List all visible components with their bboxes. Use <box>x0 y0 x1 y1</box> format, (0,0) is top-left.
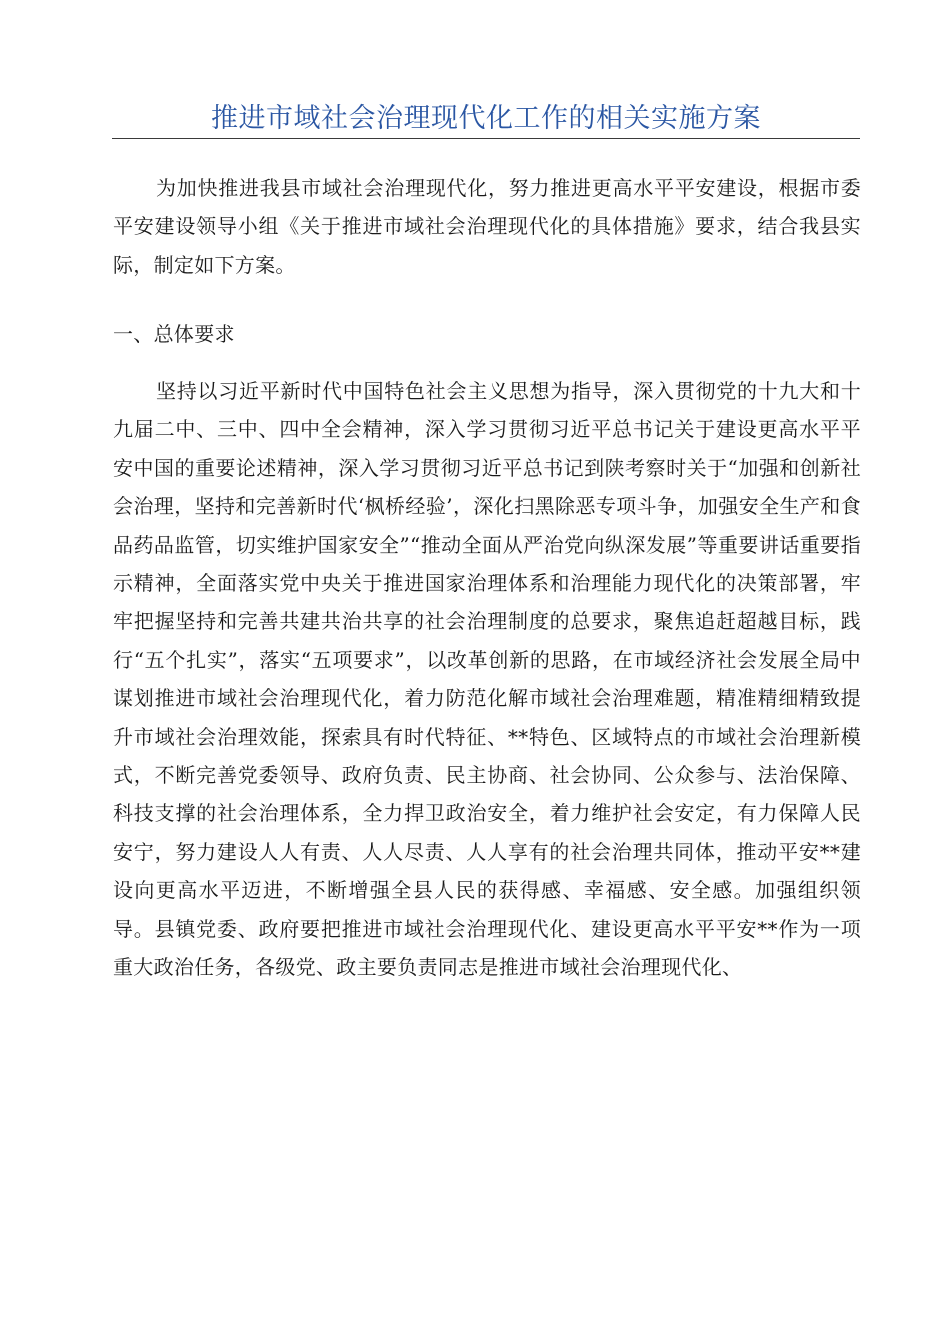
title-block <box>112 102 860 139</box>
intro-paragraph: 为加快推进我县市域社会治理现代化，努力推进更高水平平安建设，根据市委平安建设领导小组《关于推进市域社会治理现代化的具体措施》要求，结合我县实际，制定如下方案。 <box>113 176 861 277</box>
section-heading: 一、总体要求 <box>113 322 235 346</box>
section-paragraph: 坚持以习近平新时代中国特色社会主义思想为指导，深入贯彻党的十九大和十九届二中、三中、四中全会精神，深入学习贯彻习近平总书记关于建设更高水平平安中国的重要论述精神，深入学习贯彻习近平总书记到陕考察时关于“加强和创新社会治理，坚持和完善新时代‘枫桥经验’，深化扫黑除恶专项斗争，加强安全生产和食品药品监管，切实维护国家安全”“推动全面从严治党向纵深发展”等重要讲话重要指示精神，全面落实党中央关于推进国家治理体系和治理能力现代化的决策部署，牢牢把握坚持和完善共建共治共享的社会治理制度的总要求，聚焦追赶超越目标，践行“五个扎实”，落实“五项要求”，以改革创新的思路，在市域经济社会发展全局中谋划推进市域社会治理现代化，着力防范化解市域社会治理难题，精准精细精致提升市域社会治理效能，探索具有时代特征、**特色、区域特点的市域社会治理新模式，不断完善党委领导、政府负责、民主协商、社会协同、公众参与、法治保障、科技支撑的社会治理体系，全力捍卫政治安全，着力维护社会安定，有力保障人民安宁，努力建设人人有责、人人尽责、人人享有的社会治理共同体，推动平安**建设向更高水平迈进，不断增强全县人民的获得感、幸福感、安全感。加强组织领导。县镇党委、政府要把推进市域社会治理现代化、建设更高水平平安**作为一项重大政治任务，各级党、政主要负责同志是推进市域社会治理现代化、 <box>113 379 861 980</box>
document-title: 推进市域社会治理现代化工作的相关实施方案 <box>211 103 761 134</box>
